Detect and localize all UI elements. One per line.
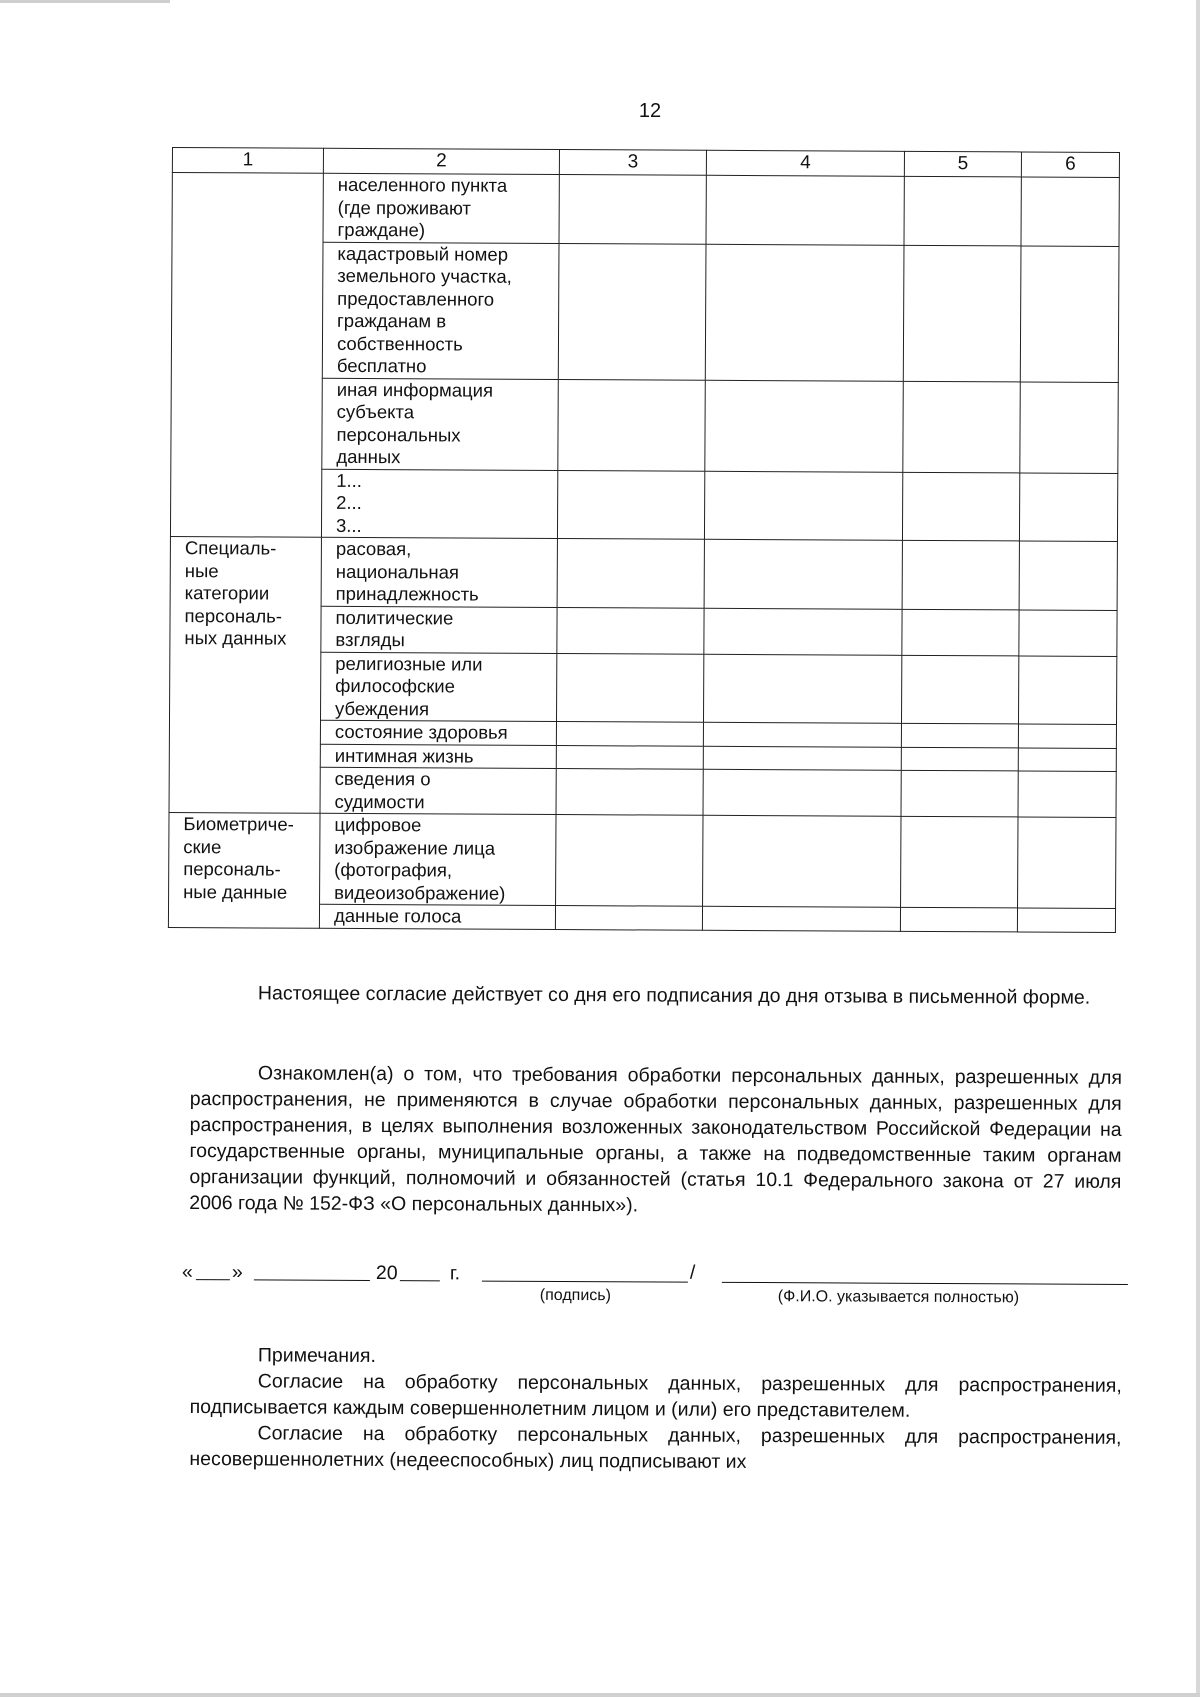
date-close-quote: » [231,1261,243,1284]
scan-edge-top [0,0,170,3]
scan-edge-right [1196,0,1200,1697]
category-cell: Биометриче- ские персональ- ные данные [168,812,320,927]
empty-cell [1018,817,1116,909]
data-item-cell: политические взгляды [321,606,557,653]
data-item-cell: 1... 2... 3... [321,469,557,539]
month-blank [254,1261,370,1281]
empty-cell [1021,177,1119,246]
signature-line [182,1257,1132,1312]
data-item-cell: иная информация субъекта персональных данных [322,378,558,470]
empty-cell [904,176,1021,245]
empty-cell [902,472,1019,541]
empty-cell [1018,747,1116,771]
table-row [170,536,1117,609]
empty-cell [902,609,1019,656]
column-header: 4 [706,150,904,176]
empty-cell [703,722,901,747]
empty-cell [704,471,902,541]
validity-text: Настоящее согласие действует со дня его подписания до дня отзыва в письменной форме. [257,982,1091,1009]
year-suffix: г. [449,1262,461,1285]
empty-cell [1018,655,1116,724]
empty-cell [556,653,703,722]
data-item-cell: населенного пункта (где проживают граждане) [323,173,559,243]
empty-cell [1019,609,1117,656]
empty-cell [556,722,703,746]
empty-cell [901,770,1018,817]
empty-cell [556,745,703,769]
column-header: 2 [323,148,559,174]
empty-cell [703,769,901,816]
empty-cell [703,815,901,907]
category-cell: Специаль- ные категории персональ- ных данных [169,536,321,813]
empty-cell [704,608,902,655]
data-item-cell: интимная жизнь [320,744,556,769]
data-item-cell: цифровое изображение лица (фотография, видеоизображение) [320,813,556,905]
data-item-cell: кадастровый номер земельного участка, предоставленного гражданам в собственность бесплатно [322,242,559,379]
empty-cell [558,379,705,471]
empty-cell [706,175,904,245]
acknowledgement-text: Ознакомлен(а) о том, что требования обработки персональных данных, разрешенных для распространения, не применяются в случае обработки персональных данных, разрешенных для распространения, в целях выполнения возложенных законодательством Российской Федерации на государственные органы, муниципальные органы, а также на подведомственные таким органам организации функций, полномочий и обязанностей (статья 10.1 Федерального закона от 27 июля 2006 года № 152-ФЗ «О персональных данных»). [189,1062,1122,1217]
column-header: 1 [172,148,323,174]
acknowledgement-paragraph [189,1060,1122,1221]
empty-cell [901,747,1018,771]
empty-cell [1020,381,1118,473]
empty-cell [557,539,704,608]
personal-data-table [168,147,1120,932]
empty-cell [702,906,900,931]
empty-cell [704,539,902,609]
column-header: 3 [559,150,706,176]
data-item-cell: состояние здоровья [320,720,556,745]
data-item-cell: религиозные или философские убеждения [321,652,557,722]
year-prefix: 20 [375,1262,398,1285]
signature-slash: / [689,1261,696,1284]
empty-cell [703,746,901,771]
empty-cell [900,907,1017,931]
empty-cell [901,816,1018,908]
empty-cell [902,540,1019,609]
category-cell [170,173,323,538]
full-name-caption: (Ф.И.О. указывается полностью) [777,1288,1020,1307]
empty-cell [901,655,1018,724]
notes-heading: Примечания. [257,1344,376,1367]
table-row [169,812,1116,908]
date-open-quote: « [181,1261,193,1284]
note-2: Согласие на обработку персональных данных, разрешенных для распространения, несовершеннолетних (недееспособных) лиц подписывают их [189,1422,1122,1473]
data-item-cell: расовая, национальная принадлежность [321,537,557,607]
empty-cell [557,470,704,539]
note-1: Согласие на обработку персональных данных, разрешенных для распространения, подписывается каждым совершеннолетним лицом и (или) его представителем. [189,1370,1122,1422]
page-number: 12 [638,100,662,122]
empty-cell [556,815,703,907]
empty-cell [703,654,901,724]
signature-blank [482,1263,688,1283]
empty-cell [901,723,1018,747]
empty-cell [1017,908,1115,932]
year-blank [400,1262,440,1281]
empty-cell [1018,771,1116,818]
column-header: 6 [1021,152,1119,178]
empty-cell [705,244,904,381]
empty-cell [559,175,706,244]
scan-edge-bottom [0,1693,1200,1697]
empty-cell [555,906,702,930]
data-item-cell: сведения о судимости [320,767,556,814]
empty-cell [705,380,903,472]
empty-cell [903,245,1021,382]
table-row [172,173,1119,246]
empty-cell [558,243,706,380]
empty-cell [1018,724,1116,748]
data-item-cell: данные голоса [319,904,555,929]
empty-cell [1019,472,1117,541]
empty-cell [1019,541,1117,610]
notes-section [189,1342,1122,1477]
empty-cell [1020,245,1119,382]
empty-cell [557,607,704,654]
validity-paragraph [190,980,1122,1011]
empty-cell [556,769,703,816]
column-header: 5 [904,151,1021,177]
full-name-blank [722,1264,1128,1285]
empty-cell [903,381,1020,473]
day-blank [196,1261,230,1280]
signature-caption: (подпись) [539,1286,611,1305]
